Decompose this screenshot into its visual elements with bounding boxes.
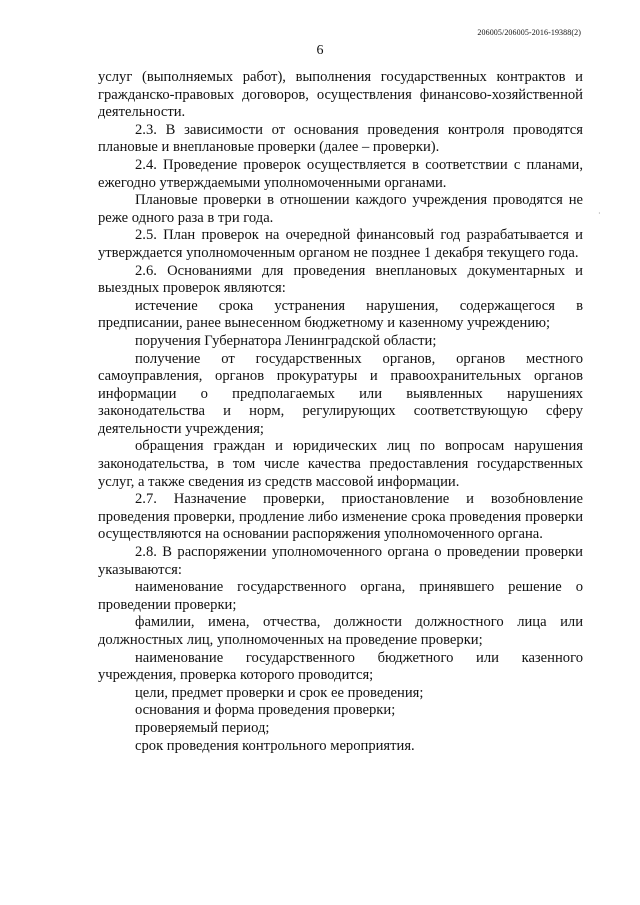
list-item-officials: фамилии, имена, отчества, должности должностного лица или должностных лиц, уполномоченных на проведение проверки; (98, 614, 583, 648)
paragraph-continuation: услуг (выполняемых работ), выполнения государственных контрактов и гражданско-правовых договоров, осуществления финансово-хозяйственной деятельности. (98, 69, 583, 121)
list-item-period: проверяемый период; (135, 719, 270, 736)
body-text (98, 69, 583, 755)
paragraph-2-8: 2.8. В распоряжении уполномоченного органа о проведении проверки указываются: (98, 544, 583, 578)
list-item-information: получение от государственных органов, органов местного самоуправления, органов прокуратуры и правоохранительных органов информации о предполагаемых или выявленных нарушениях законодательства и норм, регулирующих соответствующую сферу деятельности учреждения; (98, 350, 583, 437)
list-item-expiry: истечение срока устранения нарушения, содержащегося в предписании, ранее вынесенном бюджетному и казенному учреждению; (98, 297, 583, 332)
paragraph-2-3: 2.3. В зависимости от основания проведения контроля проводятся плановые и внеплановые проверки (далее – проверки). (98, 121, 583, 156)
document-id: 206005/206005-2016-19388(2) (477, 28, 581, 37)
list-item-appeals: обращения граждан и юридических лиц по вопросам нарушения законодательства, в том числе качества предоставления государственных услуг, а также сведения из средств массовой информации. (98, 438, 583, 490)
list-item-goals: цели, предмет проверки и срок ее проведения; (135, 684, 424, 701)
margin-mark: · (598, 209, 601, 218)
paragraph-2-5: 2.5. План проверок на очередной финансовый год разрабатывается и утверждается уполномоченным органом не позднее 1 декабря текущего года. (98, 227, 583, 261)
paragraph-planned-checks: Плановые проверки в отношении каждого учреждения проводятся не реже одного раза в три года. (98, 192, 583, 226)
list-item-institution-name: наименование государственного бюджетного или казенного учреждения, проверка которого проводится; (98, 649, 583, 684)
list-item-duration: срок проведения контрольного мероприятия. (135, 737, 415, 754)
paragraph-2-4: 2.4. Проведение проверок осуществляется в соответствии с планами, ежегодно утверждаемыми уполномоченными органами. (98, 156, 583, 191)
paragraph-2-6: 2.6. Основаниями для проведения внеплановых документарных и выездных проверок являются: (98, 262, 583, 297)
list-item-governor-orders: поручения Губернатора Ленинградской области; (135, 332, 437, 349)
list-item-grounds: основания и форма проведения проверки; (135, 702, 396, 719)
paragraph-2-7: 2.7. Назначение проверки, приостановление и возобновление проведения проверки, продление либо изменение срока проведения проверки осуществляются на основании распоряжения уполномоченного органа. (98, 491, 583, 543)
list-item-authority-name: наименование государственного органа, принявшего решение о проведении проверки; (98, 579, 583, 613)
page-number: 6 (316, 43, 324, 58)
